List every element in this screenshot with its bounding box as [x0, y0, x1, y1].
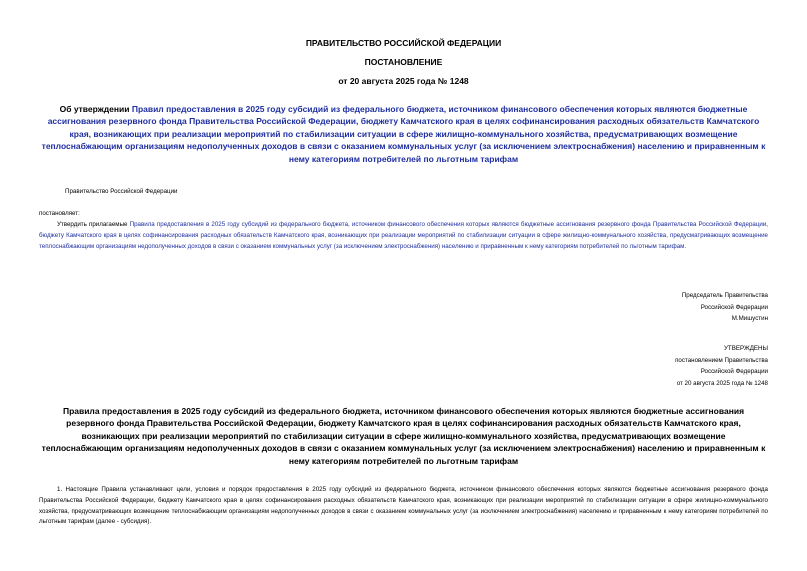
decides-label: постановляет: — [39, 210, 80, 217]
rules-title-link[interactable]: Правил предоставления в 2025 году субсидий из федерального бюджета, источником финансового обеспечения которых являются бюджетные ассигнования резервного фонда Правительства Российской Федерации, бюджету Камчатского края в целях софинансирования расходных обязательств Камчатского края, возникающих при реализации мероприятий по стабилизации ситуации в сфере жилищно-коммунального хозяйства, предусматривающих возмещение теплоснабжающим организациям недополученных доходов в связи с оказанием коммунальных услуг (за исключением электроснабжения) населению и приравненным к нему категориям потребителей по льготным тарифам — [41, 104, 766, 164]
approved-by: постановлением Правительства — [675, 356, 768, 364]
resolution-paragraph — [39, 219, 768, 253]
document-type-heading: ПОСТАНОВЛЕНИЕ — [364, 57, 443, 67]
approval-stamp — [675, 343, 768, 389]
approved-label: УТВЕРЖДЕНЫ — [724, 345, 768, 352]
signature-block — [682, 290, 768, 325]
document-title — [36, 103, 771, 165]
rules-clause-1: 1. Настоящие Правила устанавливают цели, условия и порядок предоставления в 2025 году субсидий из федерального бюджета, источником финансового обеспечения которых являются бюджетные ассигнования резервного фонда Правительства Российской Федерации, бюджету Камчатского края в целях софинансирования расходных обязательств Камчатского края, возникающих при реализации мероприятий по стабилизации ситуации в сфере жилищно-коммунального хозяйства, предусматривающих возмещение теплоснабжающим организациям недополученных доходов в связи с оказанием коммунальных услуг (за исключением электроснабжения) населению и приравненным к нему категориям потребителей по льготным тарифам (далее - субсидия). — [39, 486, 768, 526]
approved-date: от 20 августа 2025 года № 1248 — [676, 379, 768, 387]
document-date-number: от 20 августа 2025 года № 1248 — [338, 76, 469, 86]
approved-country: Российской Федерации — [700, 368, 768, 375]
title-prefix: Об утверждении — [59, 104, 132, 114]
signature-country: Российской Федерации — [700, 303, 768, 311]
rules-title: Правила предоставления в 2025 году субсидий из федерального бюджета, источником финансового обеспечения которых являются бюджетные ассигнования резервного фонда Правительства Российской Федерации, бюджету Камчатского края в целях софинансирования расходных обязательств Камчатского края, возникающих при реализации мероприятий по стабилизации ситуации в сфере жилищно-коммунального хозяйства, предусматривающих возмещение теплоснабжающим организациям недополученных доходов в связи с оказанием коммунальных услуг (за исключением электроснабжения) населению и приравненным к нему категориям потребителей по льготным тарифам — [41, 406, 766, 466]
paragraph-prefix: Утвердить прилагаемые — [57, 221, 130, 228]
issuer: Правительство Российской Федерации — [65, 188, 178, 195]
government-heading: ПРАВИТЕЛЬСТВО РОССИЙСКОЙ ФЕДЕРАЦИИ — [305, 38, 502, 48]
signature-name: М.Мишустин — [731, 315, 768, 322]
rules-link[interactable]: Правила предоставления в 2025 году субсидий из федерального бюджета, источником финансового обеспечения которых являются бюджетные ассигнования резервного фонда Правительства Российской Федерации, бюджету Камчатского края в целях софинансирования расходных обязательств Камчатского края, возникающих при реализации мероприятий по стабилизации ситуации в сфере жилищно-коммунального хозяйства, предусматривающих возмещение теплоснабжающим организациям недополученных доходов в связи с оказанием коммунальных услуг (за исключением электроснабжения) населению и приравненным к нему категориям потребителей по льготным тарифам. — [39, 221, 769, 251]
signature-position: Председатель Правительства — [681, 292, 768, 299]
